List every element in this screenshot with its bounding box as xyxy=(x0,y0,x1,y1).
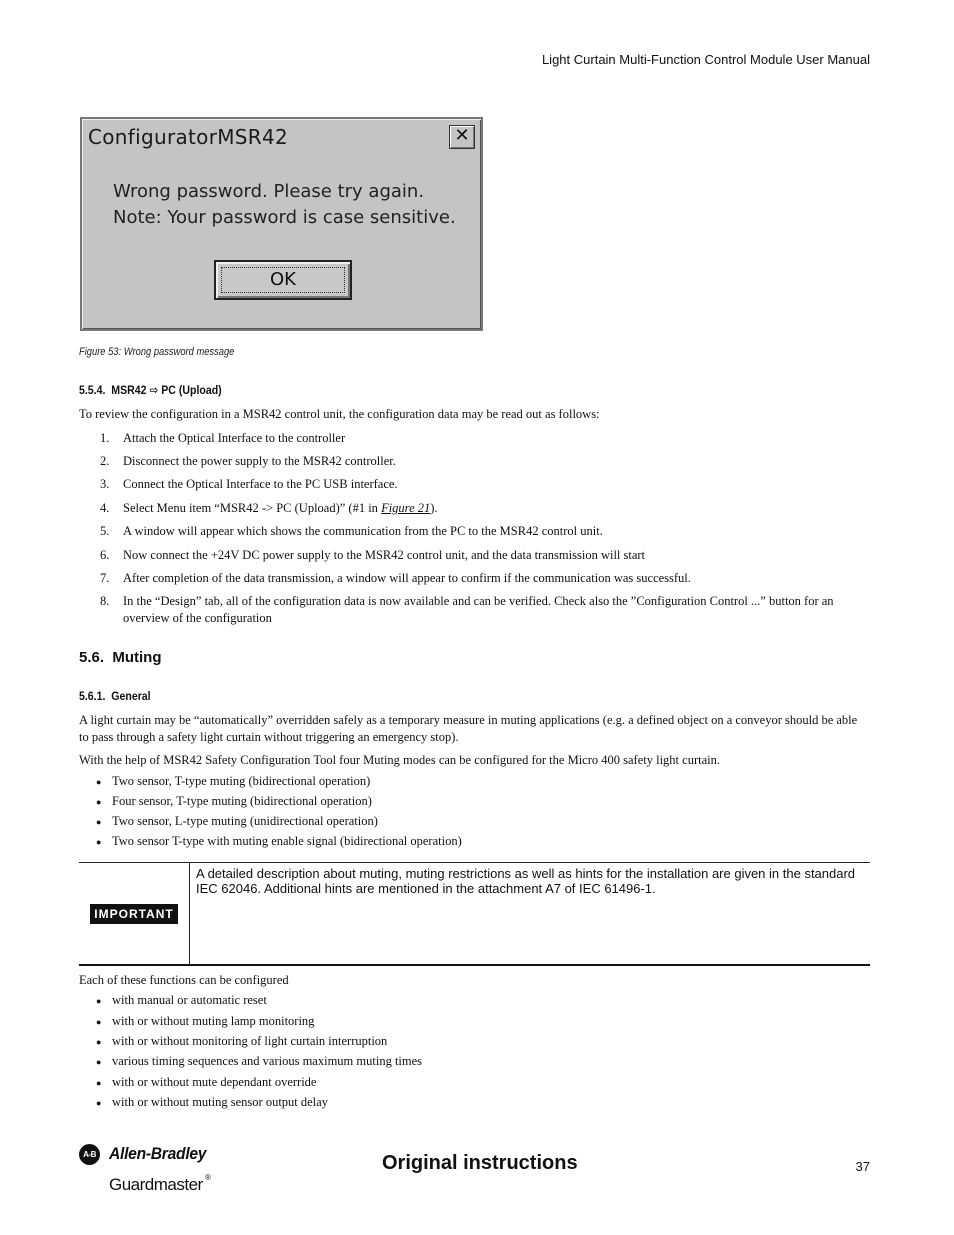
important-box-bottom-rule xyxy=(79,964,870,966)
important-box-divider xyxy=(189,862,190,965)
figure-caption: Figure 53: Wrong password message xyxy=(79,346,235,358)
section-heading-muting: 5.6. Muting xyxy=(79,649,162,666)
allen-bradley-logo xyxy=(79,1144,219,1200)
heading-num: 5.5.4. xyxy=(79,383,106,397)
muting-para-1: A light curtain may be “automatically” overridden safely as a temporary measure in muting applications (e.g. a defined object on a conveyor should be able to pass through a safety light curtain without triggering an emergency stop). xyxy=(79,713,858,744)
important-text: A detailed description about muting, muting restrictions as well as hints for the installation are given in the standard IEC 62046. Additional hints are mentioned in the attachment A7 of IEC 61496-1. xyxy=(196,866,856,896)
dialog-message-line2: Note: Your password is case sensitive. xyxy=(113,207,456,228)
section-heading-554 xyxy=(79,383,222,397)
muting-para-2: With the help of MSR42 Safety Configuration Tool four Muting modes can be configured for the Micro 400 safety light curtain. xyxy=(79,753,720,767)
running-header: Light Curtain Multi-Function Control Module User Manual xyxy=(541,52,870,67)
section-heading-general: 5.6.1. General xyxy=(79,689,151,703)
bullet-icon: ● xyxy=(96,1098,102,1108)
functions-intro: Each of these functions can be configured xyxy=(79,973,289,987)
page-number: 37 xyxy=(855,1159,870,1174)
important-box-top-rule xyxy=(79,862,870,863)
heading-part-a: MSR42 xyxy=(111,383,147,397)
bullet-icon: ● xyxy=(96,1037,102,1047)
bullet-icon: ● xyxy=(96,1017,102,1027)
close-icon[interactable]: ✕ xyxy=(449,125,475,149)
ab-logo-icon: A-B xyxy=(79,1144,100,1165)
bullet-icon: ● xyxy=(96,797,102,807)
arrow-right-icon: ⇨ xyxy=(149,383,159,397)
bullet-icon: ● xyxy=(96,996,102,1006)
bullet-icon: ● xyxy=(96,1078,102,1088)
ok-button[interactable]: OK xyxy=(214,260,352,300)
original-instructions-label: Original instructions xyxy=(382,1152,578,1174)
brand-name: Allen-Bradley xyxy=(109,1144,207,1163)
bullet-icon: ● xyxy=(96,777,102,787)
heading-part-b: PC (Upload) xyxy=(161,383,222,397)
guardmaster-logo: Guardmaster xyxy=(109,1175,203,1194)
bullet-icon: ● xyxy=(96,837,102,847)
figure-21-link[interactable]: Figure 21 xyxy=(381,501,431,515)
wrong-password-dialog xyxy=(80,117,483,331)
dialog-message-line1: Wrong password. Please try again. xyxy=(113,181,425,202)
upload-intro: To review the configuration in a MSR42 control unit, the configuration data may be read out as follows: xyxy=(79,407,600,421)
bullet-icon: ● xyxy=(96,1057,102,1067)
dialog-title: ConfiguratorMSR42 xyxy=(88,125,289,149)
registered-mark: ® xyxy=(205,1173,211,1182)
dialog-message xyxy=(113,179,456,231)
bullet-icon: ● xyxy=(96,817,102,827)
important-badge: IMPORTANT xyxy=(90,904,178,924)
